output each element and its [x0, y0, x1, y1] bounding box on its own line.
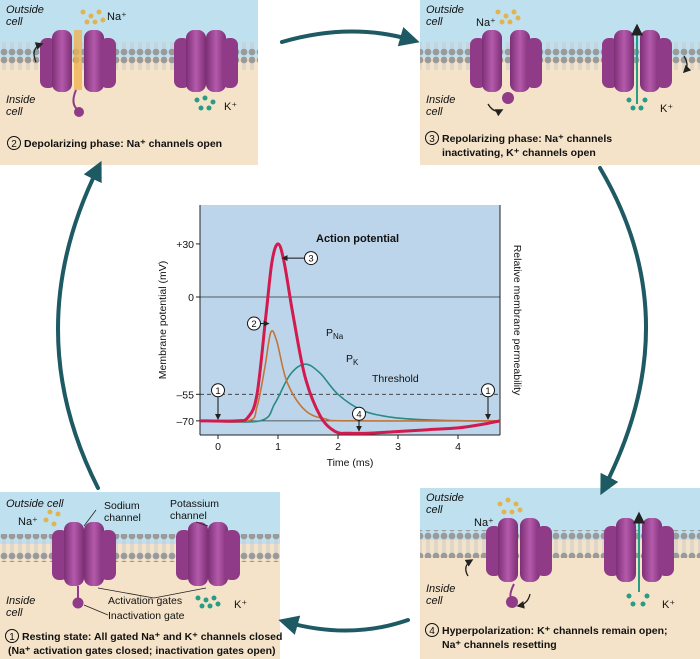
potassium-ion-label: K⁺ — [660, 103, 674, 115]
callout-number: 2 — [251, 319, 257, 331]
outside-label: Outside — [426, 492, 464, 504]
y-tick-label: –70 — [176, 415, 194, 428]
inside-label-2: cell — [426, 106, 443, 118]
inside-label-2: cell — [6, 106, 23, 118]
x-tick-label: 3 — [395, 441, 401, 453]
y-tick-label: +30 — [176, 238, 194, 251]
panel-caption: Repolarizing phase: Na⁺ channels — [442, 133, 613, 145]
inactivation-gate — [506, 596, 518, 608]
panel-caption: Hyperpolarization: K⁺ channels remain open; — [442, 625, 668, 637]
x-tick-label: 0 — [215, 441, 221, 453]
y-tick-label: 0 — [188, 292, 194, 304]
sodium-ion-label: Na⁺ — [474, 517, 494, 529]
step-number: 3 — [429, 134, 435, 145]
callout-number: 4 — [356, 409, 362, 421]
action-potential-chart — [157, 205, 523, 469]
cycle-arrow-top — [282, 31, 412, 42]
y-axis-title-right: Relative membrane permeability — [511, 244, 523, 396]
step-number: 1 — [9, 632, 15, 643]
sodium-ion-label: Na⁺ — [18, 516, 38, 528]
potassium-channel-label-2: channel — [170, 510, 207, 522]
x-tick-label: 2 — [335, 441, 341, 453]
panel-caption: Resting state: All gated Na⁺ and K⁺ channels closed — [22, 631, 283, 643]
y-axis-title: Membrane potential (mV) — [157, 260, 169, 380]
potassium-ion-label: K⁺ — [224, 101, 238, 113]
outside-label: Outside cell — [6, 498, 64, 510]
callout-number: 3 — [308, 253, 314, 265]
x-axis — [200, 435, 500, 453]
sodium-ion-label: Na⁺ — [107, 11, 127, 23]
step-number: 4 — [429, 626, 435, 637]
step-number: 2 — [11, 139, 17, 150]
potassium-channel — [176, 522, 240, 586]
sodium-ion-label: Na⁺ — [476, 17, 496, 29]
outside-label-2: cell — [6, 16, 23, 28]
panel-hyperpolarization — [420, 488, 700, 659]
callout-number: 1 — [215, 385, 221, 397]
cycle-arrow-left — [58, 168, 98, 488]
callout-number: 1 — [485, 385, 491, 397]
inside-label: Inside — [426, 583, 456, 595]
panel-caption-line-2: inactivating, K⁺ channels open — [442, 147, 596, 159]
panel-caption-line-2: (Na⁺ activation gates closed; inactivation gates open) — [8, 645, 276, 657]
cycle-arrow-right — [600, 168, 646, 488]
inactivation-gate — [74, 107, 84, 117]
series-label-pna: $P_{Na}$ — [326, 327, 344, 341]
x-tick-label: 4 — [455, 441, 461, 453]
panel-caption-line-2: Na⁺ channels resetting — [442, 639, 557, 651]
inside-label-2: cell — [6, 607, 23, 619]
sodium-channel-label: Sodium — [104, 500, 140, 512]
inactivation-gate-label: Inactivation gate — [108, 610, 185, 622]
outside-label-2: cell — [426, 16, 443, 28]
inactivation-gate — [73, 598, 84, 609]
inactivation-gate — [502, 92, 514, 104]
inside-label-2: cell — [426, 595, 443, 607]
x-axis-title: Time (ms) — [326, 457, 374, 469]
outside-label-2: cell — [426, 504, 443, 516]
sodium-channel-label-2: channel — [104, 512, 141, 524]
inside-label: Inside — [6, 595, 36, 607]
series-label-action-potential: Action potential — [316, 233, 400, 245]
y-tick-label: –55 — [176, 389, 194, 402]
inside-label: Inside — [426, 94, 456, 106]
activation-gates-label: Activation gates — [108, 595, 183, 607]
series-label-pk: $P_K$ — [346, 353, 359, 367]
panel-depolarizing — [0, 0, 258, 165]
panel-caption: Depolarizing phase: Na⁺ channels open — [24, 138, 223, 150]
potassium-ion-label: K⁺ — [662, 599, 676, 611]
threshold-label: Threshold — [372, 373, 419, 385]
potassium-ion-label: K⁺ — [234, 599, 248, 611]
cycle-arrow-bottom — [286, 620, 408, 631]
x-tick-label: 1 — [275, 441, 281, 453]
potassium-channel — [174, 30, 238, 92]
outside-label: Outside — [426, 4, 464, 16]
outside-label: Outside — [6, 4, 44, 16]
panel-repolarizing — [420, 0, 700, 165]
potassium-channel-label: Potassium — [170, 498, 220, 510]
inside-label: Inside — [6, 94, 36, 106]
panel-resting — [0, 492, 282, 659]
